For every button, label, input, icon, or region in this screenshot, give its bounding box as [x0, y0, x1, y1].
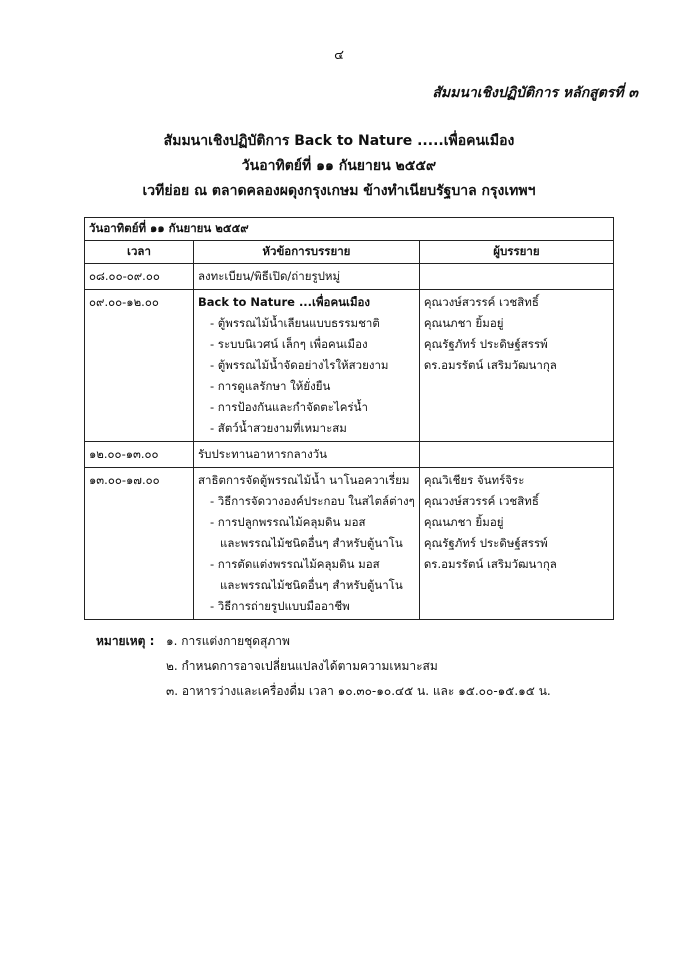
time-text: ๐๙.๐๐-๑๒.๐๐	[89, 295, 159, 309]
speaker-name: ดร.อมรรัตน์ เสริมวัฒนากุล	[423, 557, 557, 571]
note-item: ๑. การแต่งกายชุดสุภาพ	[166, 634, 290, 648]
speaker-name: ดร.อมรรัตน์ เสริมวัฒนากุล	[423, 358, 557, 372]
topic-item: - วิธีการถ่ายรูปแบบมืออาชีพ	[210, 599, 350, 613]
title-line-2: วันอาทิตย์ที่ ๑๑ กันยายน ๒๕๕๙	[241, 158, 437, 174]
table-row	[85, 442, 614, 468]
table-row	[85, 264, 614, 290]
topic-item: - การป้องกันและกำจัดตะไคร่น้ำ	[210, 400, 368, 414]
speaker-name: คุณวงษ์สวรรค์ เวชสิทธิ์	[423, 494, 539, 508]
topic-item: - สัตว์น้ำสวยงามที่เหมาะสม	[210, 421, 347, 435]
page-number: ๔	[334, 48, 344, 63]
column-header-time: เวลา	[85, 241, 194, 264]
notes-label: หมายเหตุ :	[96, 634, 155, 648]
title-line-3: เวทีย่อย ณ ตลาดคลองผดุงกรุงเกษม ข้างทำเนียบรัฐบาล กรุงเทพฯ	[142, 183, 536, 199]
time-text: ๐๘.๐๐-๐๙.๐๐	[89, 269, 160, 283]
topic-text: ลงทะเบียน/พิธีเปิด/ถ่ายรูปหมู่	[198, 269, 341, 283]
topic-item: และพรรณไม้ชนิดอื่นๆ สำหรับตู้นาโน	[220, 536, 403, 550]
date-header-row	[85, 218, 614, 241]
column-header-row	[85, 241, 614, 264]
time-cell	[85, 468, 194, 620]
topic-title: Back to Nature ...เพื่อคนเมือง	[198, 295, 371, 309]
speaker-name: คุณนภชา ยิ้มอยู่	[423, 515, 504, 529]
time-text: ๑๒.๐๐-๑๓.๐๐	[89, 447, 159, 461]
topic-item: - การดูแลรักษา ให้ยั่งยืน	[210, 379, 331, 393]
title-line-1: สัมมนาเชิงปฏิบัติการ Back to Nature .....เพื่อคนเมือง	[163, 133, 515, 149]
speaker-cell	[419, 264, 613, 290]
topic-item: - การตัดแต่งพรรณไม้คลุมดิน มอส	[210, 557, 380, 571]
speaker-name: คุณวงษ์สวรรค์ เวชสิทธิ์	[423, 295, 539, 309]
speaker-name: คุณวิเชียร จันทร์จิระ	[423, 473, 525, 487]
speaker-name: คุณรัฐภัทร์ ประดิษฐ์สรรพ์	[423, 337, 548, 351]
date-header: วันอาทิตย์ที่ ๑๑ กันยายน ๒๕๕๙	[85, 218, 614, 241]
speaker-name: คุณรัฐภัทร์ ประดิษฐ์สรรพ์	[423, 536, 548, 550]
speaker-cell	[419, 290, 613, 442]
topic-cell	[194, 264, 420, 290]
speaker-cell	[419, 442, 613, 468]
time-cell	[85, 290, 194, 442]
note-item: ๒. กำหนดการอาจเปลี่ยนแปลงได้ตามความเหมาะสม	[166, 659, 438, 673]
topic-cell	[194, 468, 420, 620]
topic-item: - ตู้พรรณไม้น้ำจัดอย่างไรให้สวยงาม	[210, 358, 389, 372]
topic-item: - ตู้พรรณไม้น้ำเลียนแบบธรรมชาติ	[210, 316, 380, 330]
topic-title: สาธิตการจัดตู้พรรณไม้น้ำ นาโนอควาเรี่ยม	[198, 473, 410, 487]
topic-cell	[194, 442, 420, 468]
topic-item: และพรรณไม้ชนิดอื่นๆ สำหรับตู้นาโน	[220, 578, 403, 592]
topic-item: - วิธีการจัดวางองค์ประกอบ ในสไตล์ต่างๆ	[210, 494, 415, 508]
table-row	[85, 468, 614, 620]
time-text: ๑๓.๐๐-๑๗.๐๐	[89, 473, 160, 487]
table-row	[85, 290, 614, 442]
topic-text: รับประทานอาหารกลางวัน	[198, 447, 328, 461]
speaker-name: คุณนภชา ยิ้มอยู่	[423, 316, 504, 330]
speaker-cell	[419, 468, 613, 620]
column-header-topic: หัวข้อการบรรยาย	[194, 241, 420, 264]
schedule-table	[84, 217, 614, 620]
note-item: ๓. อาหารว่างและเครื่องดื่ม เวลา ๑๐.๓๐-๑๐.๔๕ น. และ ๑๕.๐๐-๑๕.๑๕ น.	[166, 684, 551, 698]
topic-item: - ระบบนิเวศน์ เล็กๆ เพื่อคนเมือง	[210, 337, 368, 351]
course-label: สัมมนาเชิงปฏิบัติการ หลักสูตรที่ ๓	[432, 85, 638, 101]
topic-item: - การปลูกพรรณไม้คลุมดิน มอส	[210, 515, 366, 529]
column-header-speaker: ผู้บรรยาย	[419, 241, 613, 264]
topic-cell	[194, 290, 420, 442]
time-cell	[85, 442, 194, 468]
time-cell	[85, 264, 194, 290]
